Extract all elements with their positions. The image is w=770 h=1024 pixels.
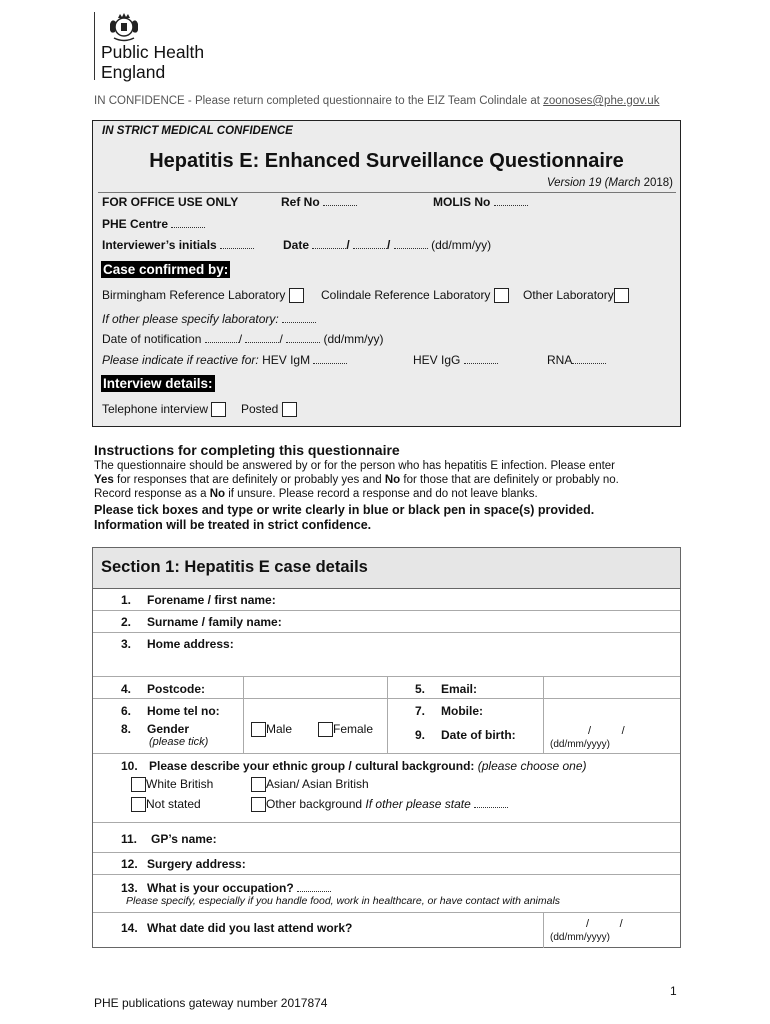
lab-birmingham-option[interactable] xyxy=(102,288,304,303)
home-tel-input[interactable] xyxy=(244,699,387,719)
interviewer-label: Interviewer’s initials xyxy=(102,238,217,252)
q8-num: 8. xyxy=(121,722,132,736)
q1-label: Forename / first name: xyxy=(147,593,276,607)
hev-igm-label: HEV IgM xyxy=(262,353,311,367)
notification-date-field[interactable] xyxy=(102,332,383,346)
posted-checkbox[interactable] xyxy=(282,402,297,417)
notification-format: (dd/mm/yy) xyxy=(323,332,384,346)
q10-ethnic-row xyxy=(93,754,680,823)
no-word-2: No xyxy=(209,488,226,500)
lab-colindale-option[interactable] xyxy=(321,288,509,303)
other-state-label: If other please state xyxy=(365,797,471,811)
section-1-title: Section 1: Hepatitis E case details xyxy=(101,558,368,576)
white-british-label: White British xyxy=(146,777,214,791)
confidence-text: IN CONFIDENCE - Please return completed questionnaire to the EIZ Team Colindale at xyxy=(94,95,544,107)
notification-label: Date of notification xyxy=(102,332,202,346)
instructions-title: Instructions for completing this questionnaire xyxy=(94,442,400,458)
q11-num: 11. xyxy=(121,832,138,846)
hev-igg-field[interactable] xyxy=(413,353,498,367)
instructions-bold-1: Please tick boxes and type or write clearly in blue or black pen in space(s) provided. xyxy=(94,503,595,517)
phe-centre-label: PHE Centre xyxy=(102,217,169,231)
notif-slash-2: / xyxy=(279,332,283,346)
molis-no-label: MOLIS No xyxy=(433,195,491,209)
male-label: Male xyxy=(266,722,293,736)
q5-num: 5. xyxy=(415,682,426,696)
telephone-label: Telephone interview xyxy=(102,402,209,416)
lab-other-label: Other Laboratory xyxy=(523,288,614,302)
q9-label: Date of birth: xyxy=(441,728,516,742)
female-checkbox[interactable] xyxy=(318,722,333,737)
office-use-label: FOR OFFICE USE ONLY xyxy=(102,195,239,209)
last-work-slashes: / / xyxy=(586,918,623,930)
male-checkbox[interactable] xyxy=(251,722,266,737)
q9-num: 9. xyxy=(415,728,426,742)
interview-date-field[interactable] xyxy=(283,238,491,252)
q10-num: 10. xyxy=(121,759,138,773)
reactive-label: Please indicate if reactive for: xyxy=(102,353,259,367)
dob-input[interactable] xyxy=(544,719,681,754)
asian-british-label: Asian/ Asian British xyxy=(266,777,369,791)
version-year: 2018) xyxy=(640,177,673,189)
lab-other-option[interactable] xyxy=(523,288,629,303)
last-work-date-input[interactable] xyxy=(544,913,681,947)
q13-hint: Please specify, especially if you handle food, work in healthcare, or have contact with animals xyxy=(126,895,561,907)
q6-label: Home tel no: xyxy=(147,704,220,718)
q13-label xyxy=(147,881,331,895)
confidence-note xyxy=(94,95,659,107)
q13-occupation-row[interactable] xyxy=(93,875,680,913)
case-confirmed-heading: Case confirmed by: xyxy=(103,262,229,277)
instr-l2b: for those that are definitely or probably no. xyxy=(400,474,619,486)
no-word: No xyxy=(384,474,401,486)
ref-no-field[interactable] xyxy=(281,195,357,209)
postcode-input[interactable] xyxy=(244,677,387,699)
not-stated-option[interactable] xyxy=(131,797,201,812)
instructions-body xyxy=(94,459,694,501)
dob-slashes: / / xyxy=(588,725,625,737)
q14-num: 14. xyxy=(121,921,138,935)
date-format: (dd/mm/yy) xyxy=(431,238,492,252)
lab-colindale-label: Colindale Reference Laboratory xyxy=(321,288,491,302)
hev-igg-label: HEV IgG xyxy=(413,353,461,367)
q4-label: Postcode: xyxy=(147,682,206,696)
q1-num: 1. xyxy=(121,593,132,607)
gateway-number: PHE publications gateway number 2017874 xyxy=(94,996,328,1010)
q12-label: Surgery address: xyxy=(147,857,246,871)
page-number: 1 xyxy=(670,984,677,998)
version-label xyxy=(547,177,673,189)
q2-label: Surname / family name: xyxy=(147,615,282,629)
asian-british-checkbox[interactable] xyxy=(251,777,266,792)
last-work-format: (dd/mm/yyyy) xyxy=(550,932,610,943)
mobile-input[interactable] xyxy=(544,699,681,719)
q4-num: 4. xyxy=(121,682,132,696)
gender-male-option[interactable] xyxy=(251,722,292,737)
logo-line-2: England xyxy=(101,62,166,82)
instructions-line-3 xyxy=(94,487,694,501)
lab-colindale-checkbox[interactable] xyxy=(494,288,509,303)
q5-label: Email: xyxy=(441,682,478,696)
q1-forename-row[interactable] xyxy=(93,589,680,611)
other-background-label: Other background xyxy=(266,797,363,811)
interview-details-heading: Interview details: xyxy=(103,376,213,391)
lab-other-checkbox[interactable] xyxy=(614,288,629,303)
ref-no-label: Ref No xyxy=(281,195,320,209)
telephone-checkbox[interactable] xyxy=(211,402,226,417)
instructions-bold-2: Information will be treated in strict confidence. xyxy=(94,518,372,532)
white-british-checkbox[interactable] xyxy=(131,777,146,792)
page-title: Hepatitis E: Enhanced Surveillance Questionnaire xyxy=(149,150,624,172)
yes-word: Yes xyxy=(94,474,114,486)
strict-confidence-label: IN STRICT MEDICAL CONFIDENCE xyxy=(102,125,293,137)
q12-surgery-row[interactable] xyxy=(93,853,680,875)
not-stated-checkbox[interactable] xyxy=(131,797,146,812)
rna-label: RNA xyxy=(547,353,573,367)
notif-slash-1: / xyxy=(238,332,243,346)
instr-l3b: if unsure xyxy=(225,488,273,500)
asian-british-option[interactable] xyxy=(251,777,369,792)
q3-address-row[interactable] xyxy=(93,633,680,677)
instr-l2a: for responses that are definitely or probably yes and xyxy=(113,474,385,486)
royal-crest-icon xyxy=(106,10,142,44)
q10-hint: (please choose one) xyxy=(477,759,587,773)
not-stated-label: Not stated xyxy=(146,797,201,811)
date-slash-2: / xyxy=(387,238,391,252)
q10-label xyxy=(149,759,587,773)
other-background-option[interactable] xyxy=(251,797,508,812)
section-1-table xyxy=(92,547,681,948)
title-divider xyxy=(98,192,676,193)
logo-line-1: Public Health xyxy=(101,42,205,62)
female-label: Female xyxy=(333,722,374,736)
instructions-line-2 xyxy=(94,473,694,487)
q11-label: GP’s name: xyxy=(151,832,217,846)
gender-female-option[interactable] xyxy=(318,722,373,737)
q14-label: What date did you last attend work? xyxy=(147,921,353,935)
lab-birmingham-checkbox[interactable] xyxy=(289,288,304,303)
molis-no-field[interactable] xyxy=(433,195,528,209)
q8-label: Gender xyxy=(147,722,190,736)
section-1-header xyxy=(93,548,680,589)
rna-field[interactable] xyxy=(547,353,606,367)
phe-centre-field[interactable] xyxy=(102,217,205,231)
instr-l3a: Record response as a xyxy=(94,488,210,500)
q13-num: 13. xyxy=(121,881,138,895)
q13-label-text: What is your occupation? xyxy=(147,881,294,895)
logo-divider xyxy=(94,12,95,80)
instructions-bold xyxy=(94,503,594,533)
other-state-input[interactable] xyxy=(474,798,508,808)
logo-wordmark xyxy=(101,42,204,82)
col-divider-2 xyxy=(387,677,388,754)
lab-birmingham-label: Birmingham Reference Laboratory xyxy=(102,288,286,302)
dob-format: (dd/mm/yyyy) xyxy=(550,739,610,750)
email-input[interactable] xyxy=(544,677,681,699)
q7-num: 7. xyxy=(415,704,426,718)
hev-igm-field[interactable] xyxy=(102,353,347,367)
other-background-checkbox[interactable] xyxy=(251,797,266,812)
instructions-line-1: The questionnaire should be answered by or for the person who has hepatitis E infection. Please enter xyxy=(94,460,616,472)
q8-hint: (please tick) xyxy=(149,736,209,748)
posted-option[interactable] xyxy=(241,402,297,417)
q7-label: Mobile: xyxy=(441,704,483,718)
posted-label: Posted xyxy=(241,402,279,416)
version-prefix: Version 19 (March xyxy=(546,177,641,189)
q12-num: 12. xyxy=(121,857,138,871)
q3-label: Home address: xyxy=(147,637,234,651)
q2-num: 2. xyxy=(121,615,132,629)
email-link[interactable]: zoonoses@phe.gov.uk xyxy=(543,95,660,107)
other-lab-field[interactable] xyxy=(102,312,316,326)
q2-surname-row[interactable] xyxy=(93,611,680,633)
interviewer-initials-field[interactable] xyxy=(102,238,254,252)
date-label: Date xyxy=(283,238,310,252)
date-slash-1: / xyxy=(346,238,350,252)
q10-label-text: Please describe your ethnic group / cultural background: xyxy=(149,759,475,773)
telephone-option[interactable] xyxy=(102,402,226,417)
q3-num: 3. xyxy=(121,637,132,651)
other-lab-label: If other please specify laboratory: xyxy=(102,312,279,326)
q11-gp-row[interactable] xyxy=(93,823,680,853)
q6-num: 6. xyxy=(121,704,132,718)
white-british-option[interactable] xyxy=(131,777,213,792)
instr-l3c: . Please record a response and do not leave blanks. xyxy=(272,488,538,500)
